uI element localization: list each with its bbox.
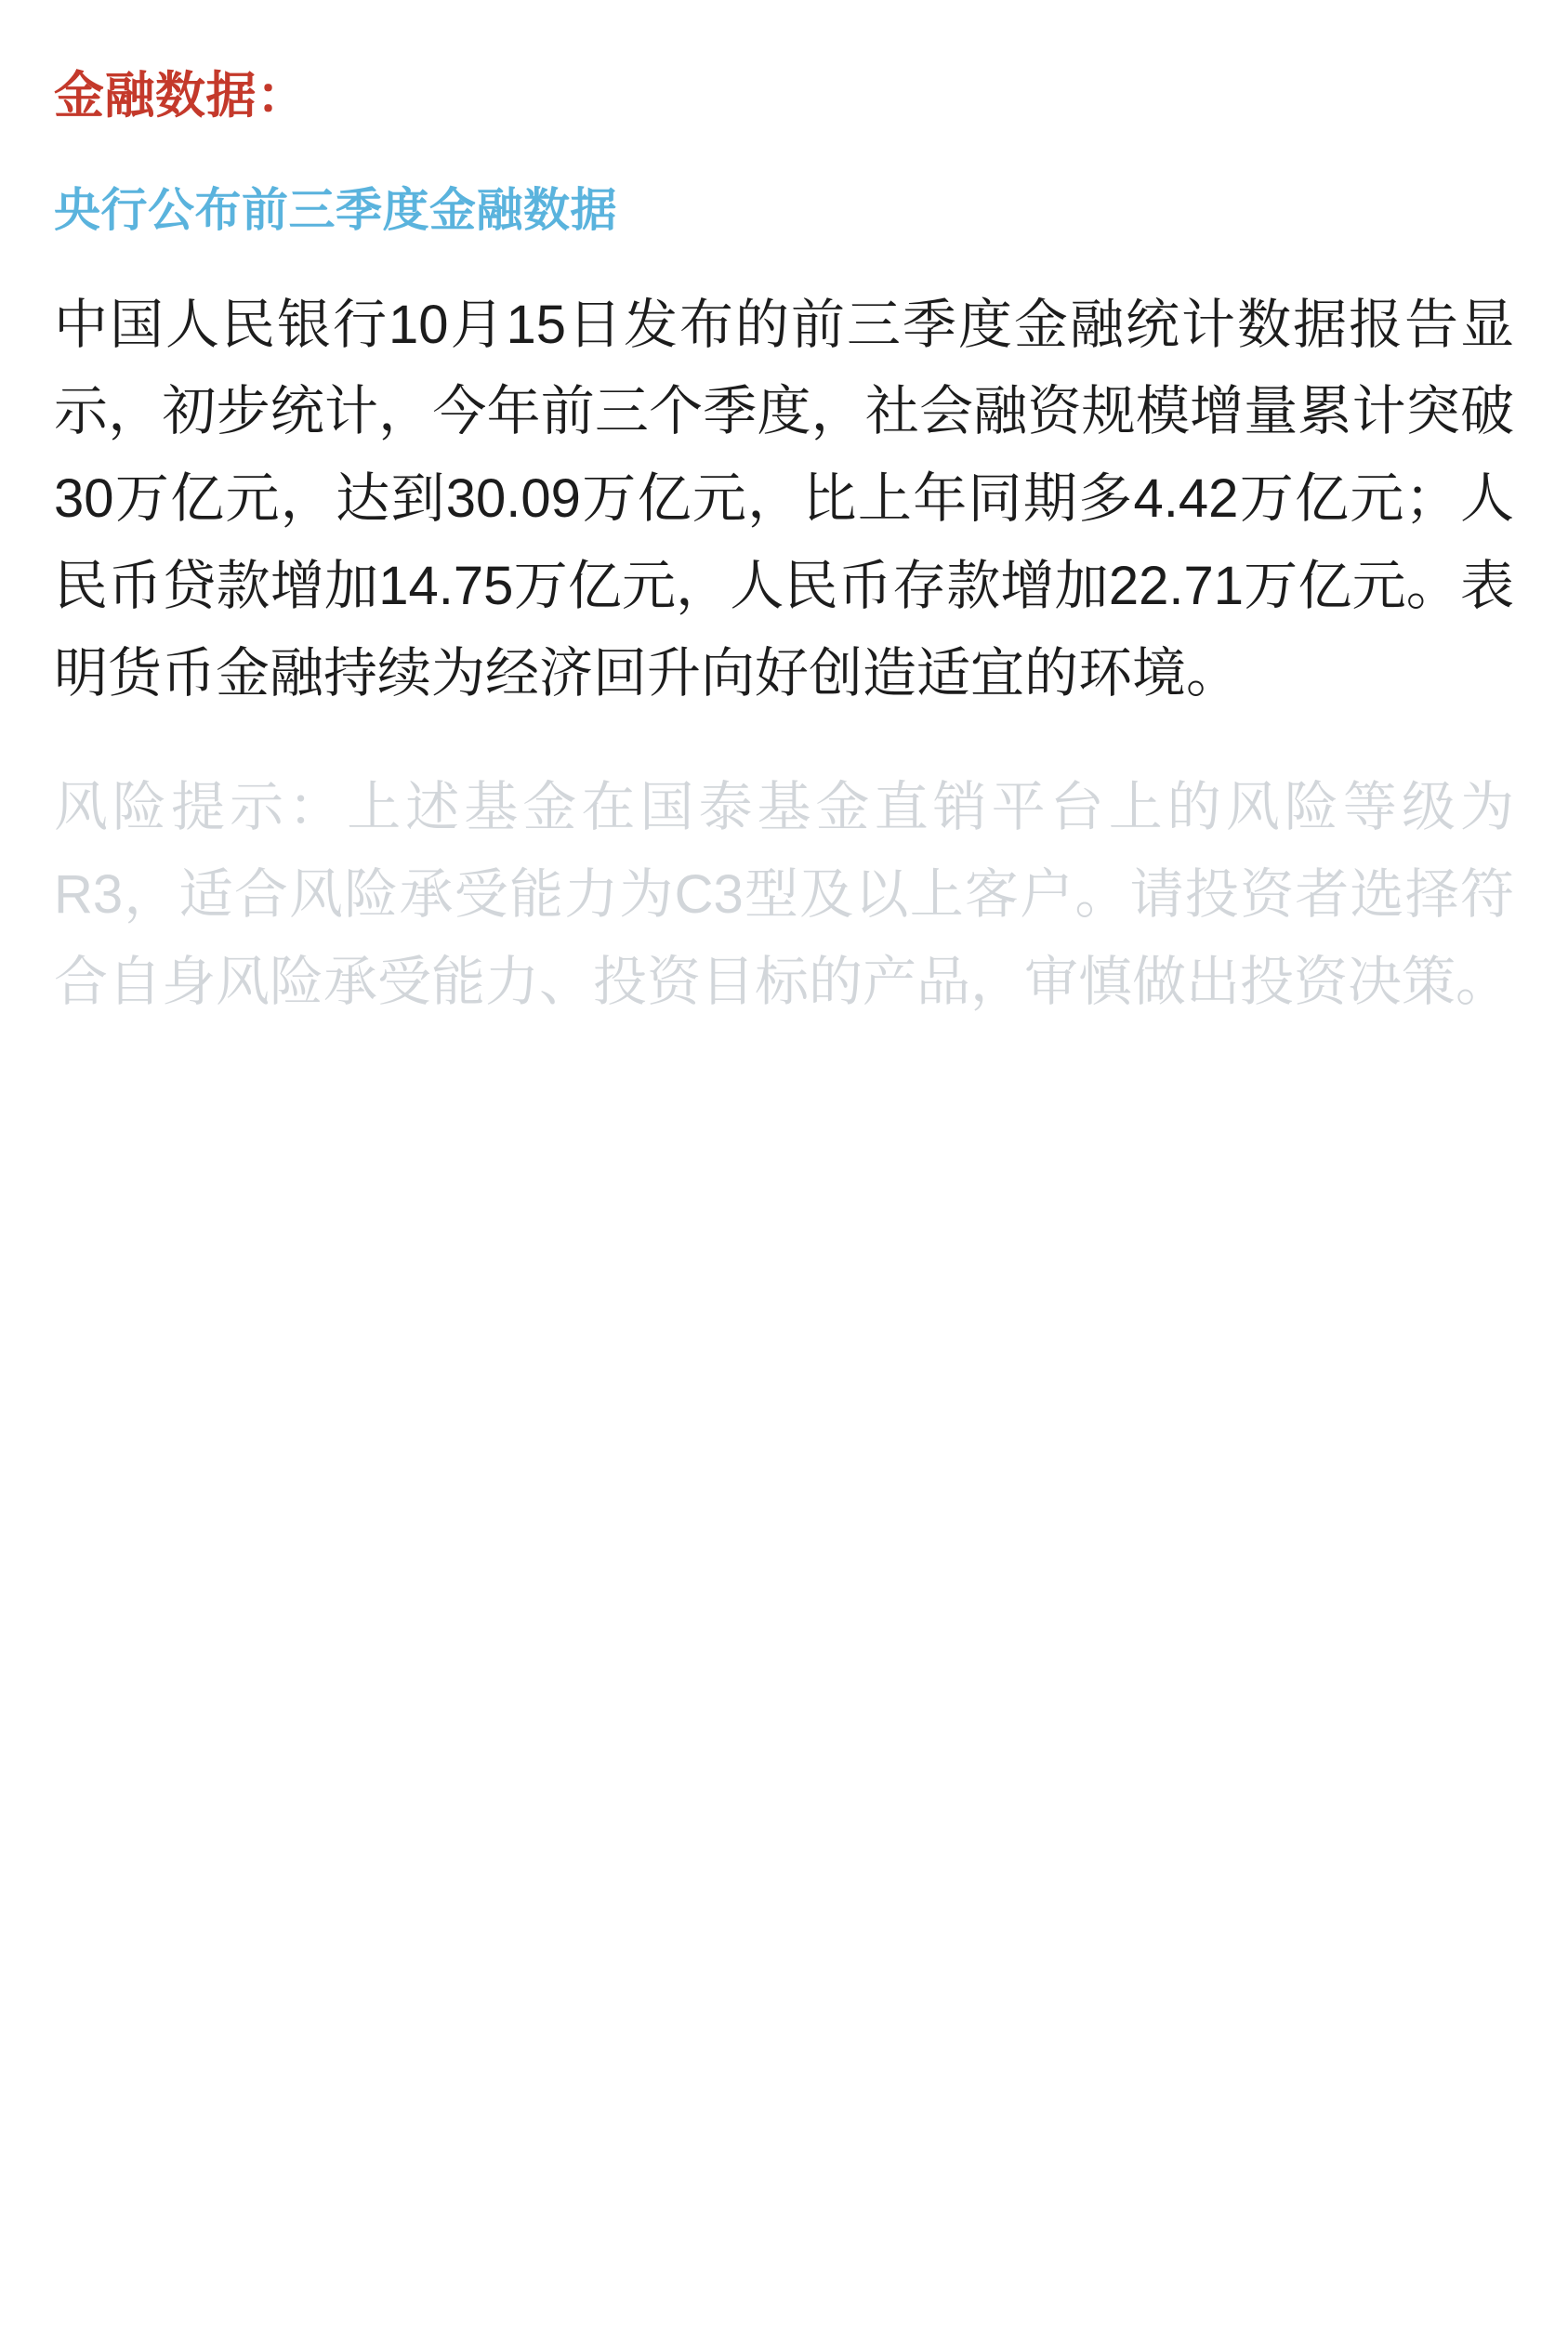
article-body-paragraph: 中国人民银行10月15日发布的前三季度金融统计数据报告显示，初步统计，今年前三个季度，社会融资规模增量累计突破30万亿元，达到30.09万亿元，比上年同期多4.42万亿元；人民币贷款增加14.75万亿元，人民币存款增加22.71万亿元。表明货币金融持续为经济回升向好创造适宜的环境。: [54, 294, 1514, 704]
section-title: 金融数据：: [54, 68, 308, 124]
article-headline: 央行公布前三季度金融数据: [54, 183, 617, 236]
risk-disclaimer: 风险提示：上述基金在国泰基金直销平台上的风险等级为R3，适合风险承受能力为C3型及以上客户。请投资者选择符合自身风险承受能力、投资目标的产品，审慎做出投资决策。: [54, 777, 1514, 1013]
